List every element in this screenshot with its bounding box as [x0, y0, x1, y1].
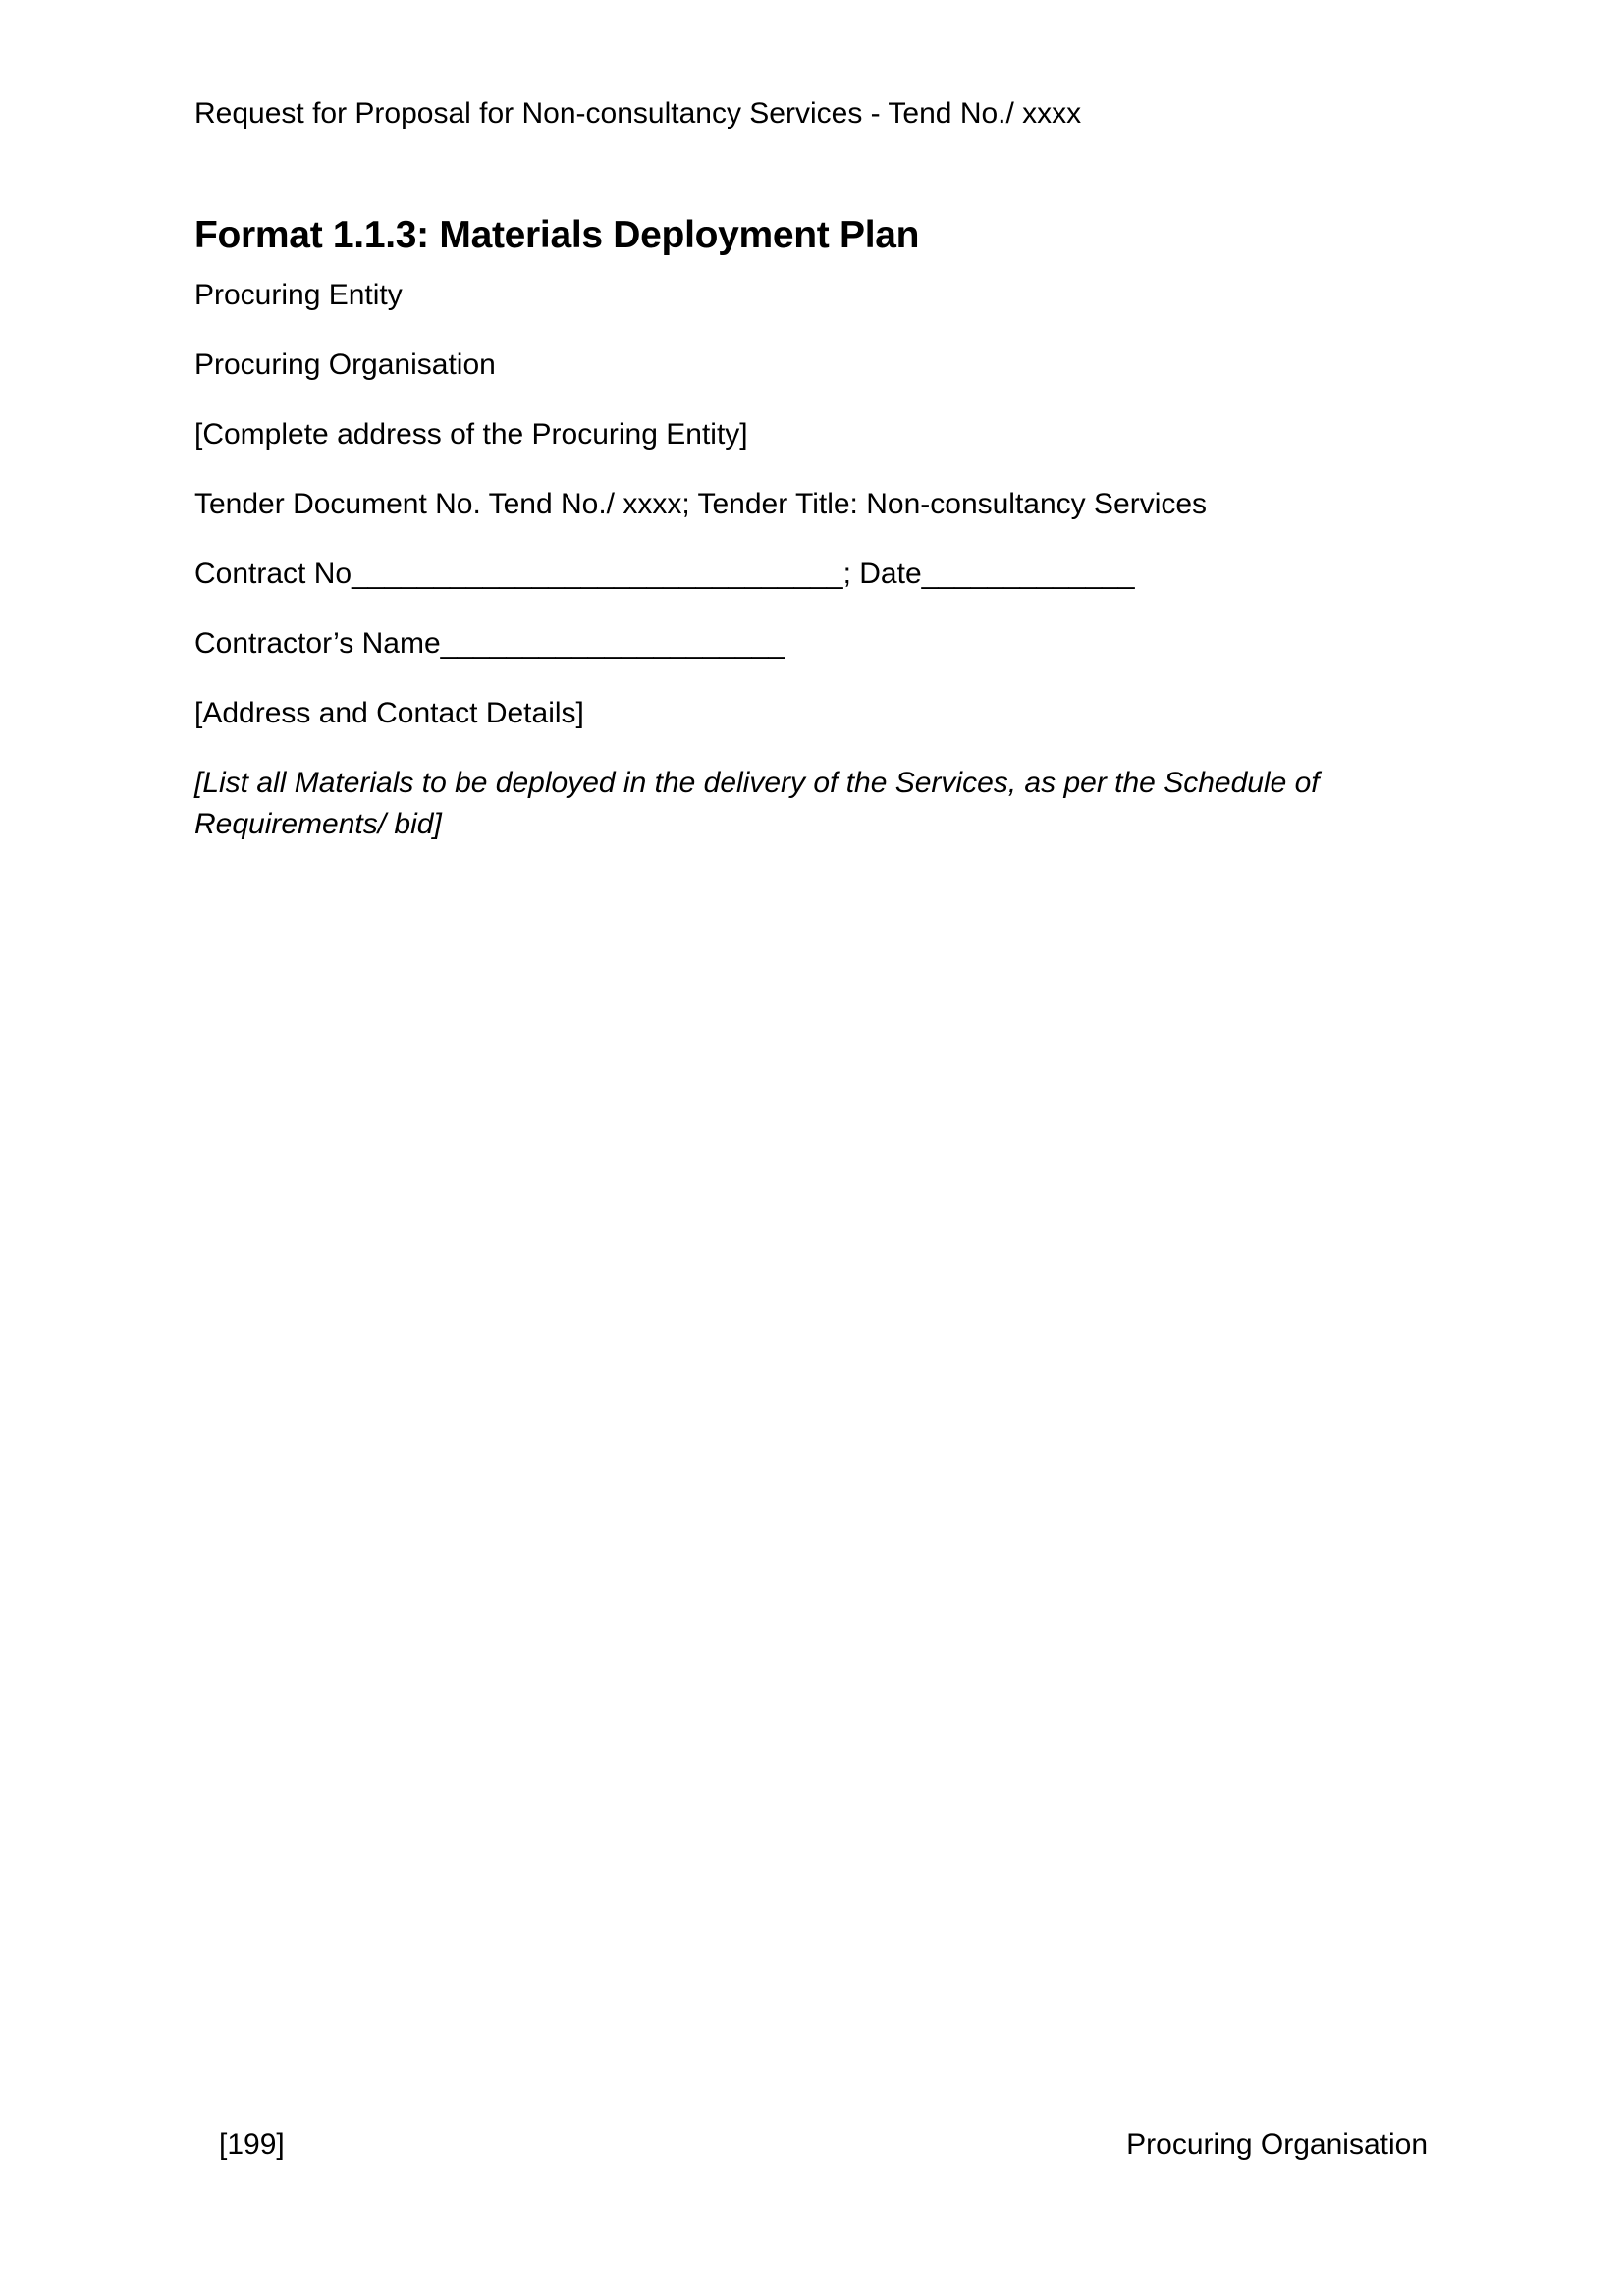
paragraph-contractor-name: Contractor’s Name_____________________ — [194, 627, 785, 660]
paragraph-tender-document-no: Tender Document No. Tend No./ xxxx; Tender Title: Non-consultancy Services — [194, 488, 1208, 520]
footer-page-number: [199] — [219, 2128, 285, 2161]
page-header-text: Request for Proposal for Non-consultancy Services - Tend No./ xxxx — [194, 97, 1082, 130]
paragraph-list-all-materials-note: [List all Materials to be deployed in the delivery of the Services, as per the Schedule of Requirements/ bid] — [194, 767, 1320, 840]
paragraph-procuring-organisation: Procuring Organisation — [194, 348, 496, 381]
paragraph-complete-address: [Complete address of the Procuring Entity] — [194, 418, 748, 451]
paragraph-contract-no-date: Contract No______________________________; Date_____________ — [194, 558, 1135, 590]
page-title: Format 1.1.3: Materials Deployment Plan — [194, 214, 920, 256]
footer-organisation-text: Procuring Organisation — [1126, 2128, 1428, 2161]
paragraph-address-contact-details: [Address and Contact Details] — [194, 697, 584, 729]
page-footer — [194, 2124, 1428, 2165]
paragraph-procuring-entity: Procuring Entity — [194, 279, 403, 311]
document-body — [194, 208, 1441, 874]
